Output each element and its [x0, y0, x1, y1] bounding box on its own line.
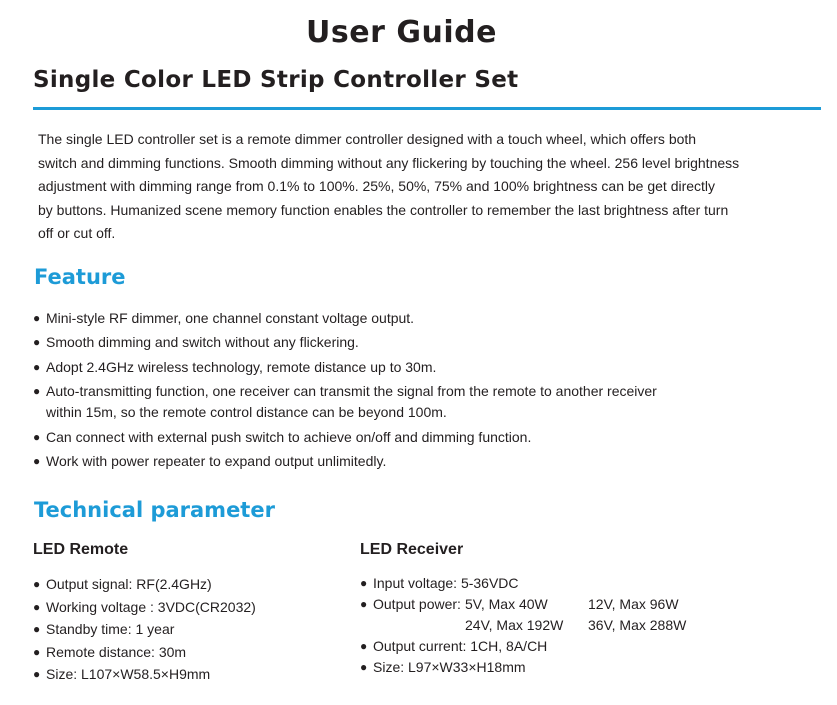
output-power-value: 5V, Max 40W: [465, 596, 548, 612]
bullet-icon: ●: [33, 622, 41, 636]
feature-item: ● Adopt 2.4GHz wireless technology, remote distance up to 30m.: [33, 357, 793, 378]
feature-item: ● Mini-style RF dimmer, one channel constant voltage output.: [33, 308, 793, 329]
feature-heading: Feature: [34, 265, 126, 289]
bullet-icon: ●: [360, 597, 368, 611]
receiver-spec-item: ● Input voltage: 5-36VDC: [360, 573, 686, 594]
receiver-specs: [360, 538, 686, 678]
remote-spec-item: ● Remote distance: 30m: [33, 641, 256, 664]
intro-line: switch and dimming functions. Smooth dimming without any flickering by touching the wheel. 256 level brightness: [38, 154, 740, 171]
bullet-icon: ●: [33, 335, 41, 350]
bullet-icon: ●: [33, 429, 41, 444]
technical-heading: Technical parameter: [34, 498, 275, 522]
feature-item: ● Can connect with external push switch to achieve on/off and dimming function.: [33, 427, 793, 448]
feature-item: ● Auto-transmitting function, one receiver can transmit the signal from the remote to another receiver within 15m, so the remote control distance can be beyond 100m.: [33, 383, 657, 421]
feature-list: [33, 308, 793, 475]
remote-spec-item: ● Output signal: RF(2.4GHz): [33, 573, 256, 596]
intro-line: The single LED controller set is a remote dimmer controller designed with a touch wheel, which offers both: [38, 131, 697, 147]
bullet-icon: ●: [33, 311, 41, 325]
bullet-icon: ●: [33, 599, 41, 614]
remote-specs: [33, 538, 256, 686]
intro-line: by buttons. Humanized scene memory function enables the controller to remember the last brightness after turn: [38, 201, 729, 218]
remote-spec-item: ● Working voltage : 3VDC(CR2032): [33, 596, 256, 619]
remote-spec-item: ● Size: L107×W58.5×H9mm: [33, 663, 256, 686]
bullet-icon: ●: [33, 359, 41, 374]
bullet-icon: ●: [33, 577, 41, 591]
bullet-icon: ●: [360, 639, 368, 653]
receiver-title: LED Receiver: [360, 541, 464, 558]
page-title: User Guide: [306, 15, 497, 50]
feature-item: ● Work with power repeater to expand output unlimitedly.: [33, 451, 793, 472]
receiver-spec-item: [360, 594, 686, 636]
output-power-value: 12V, Max 96W: [588, 596, 679, 612]
bullet-icon: ●: [33, 384, 41, 399]
remote-title: LED Remote: [33, 541, 129, 558]
output-power-label: Output power:: [373, 596, 461, 612]
output-power-value: 36V, Max 288W: [588, 617, 687, 633]
bullet-icon: ●: [360, 660, 368, 674]
receiver-spec-item: ● Size: L97×W33×H18mm: [360, 657, 686, 678]
intro-line: off or cut off.: [38, 225, 116, 241]
feature-item: ● Smooth dimming and switch without any flickering.: [33, 332, 793, 353]
output-power-value: 24V, Max 192W: [465, 617, 564, 633]
intro-line: adjustment with dimming range from 0.1% to 100%. 25%, 50%, 75% and 100% brightness can be get directly: [38, 178, 716, 194]
bullet-icon: ●: [360, 576, 368, 590]
intro-paragraph: [38, 128, 798, 246]
title-divider: [33, 107, 821, 110]
receiver-spec-item: ● Output current: 1CH, 8A/CH: [360, 636, 686, 657]
bullet-icon: ●: [33, 667, 41, 681]
bullet-icon: ●: [33, 453, 41, 468]
bullet-icon: ●: [33, 644, 41, 659]
remote-spec-item: ● Standby time: 1 year: [33, 618, 256, 641]
product-subtitle: Single Color LED Strip Controller Set: [33, 67, 519, 93]
